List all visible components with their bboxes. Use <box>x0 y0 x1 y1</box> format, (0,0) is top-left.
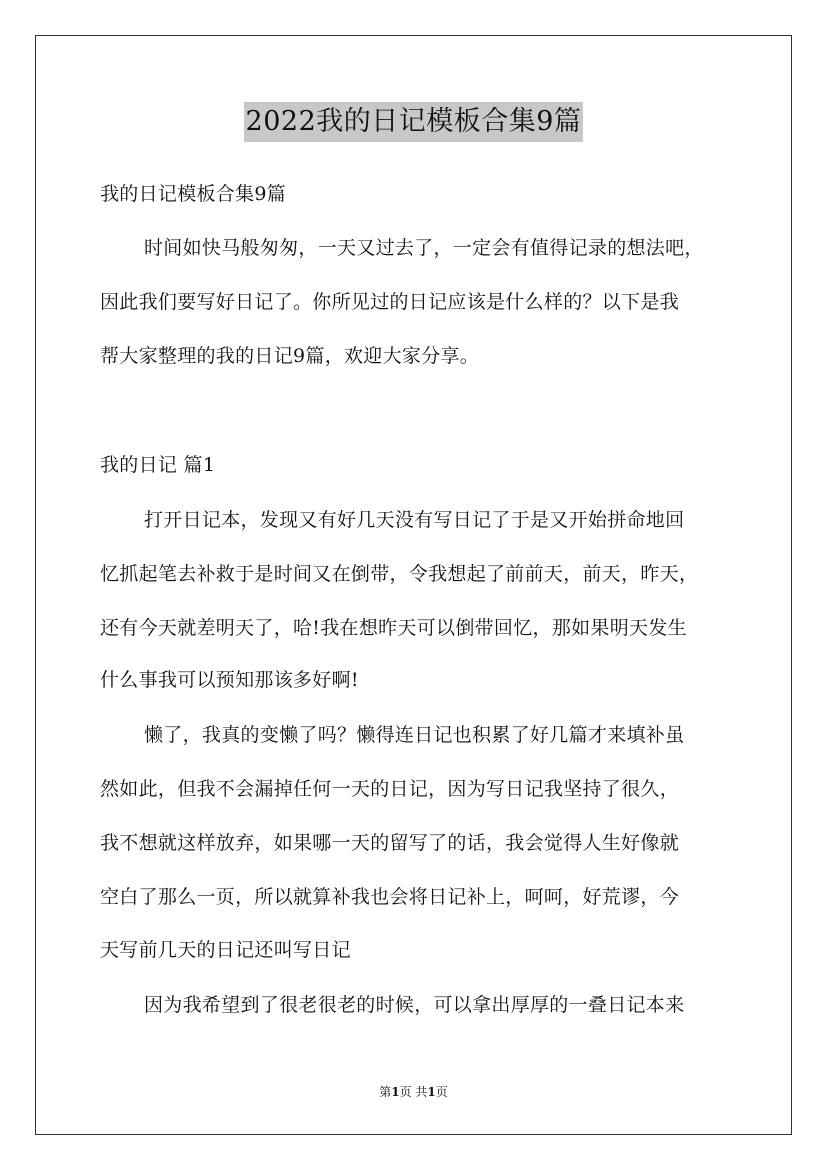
paragraph3-line-1: 因为我希望到了很老很老的时候，可以拿出厚厚的一叠日记本来 <box>144 994 685 1016</box>
paragraph2-line-3: 我不想就这样放弃，如果哪一天的留写了的话，我会觉得人生好像就 <box>100 832 680 854</box>
paragraph2-line-1: 懒了，我真的变懒了吗？懒得连日记也积累了好几篇才来填补虽 <box>144 724 685 746</box>
intro-line-2: 因此我们要写好日记了。你所见过的日记应该是什么样的？以下是我 <box>100 291 680 313</box>
page-footer <box>0 1083 827 1101</box>
paragraph1-line-2: 忆抓起笔去补救于是时间又在倒带，令我想起了前前天，前天，昨天， <box>100 563 699 585</box>
paragraph1-line-3: 还有今天就差明天了，哈!我在想昨天可以倒带回忆，那如果明天发生 <box>100 617 687 639</box>
footer-page-suffix: 页 <box>435 1085 448 1099</box>
document-title: 2022我的日记模板合集9篇 <box>244 102 584 142</box>
footer-page-total: 1 <box>427 1085 436 1099</box>
paragraph2-line-5: 天写前几天的日记还叫写日记 <box>100 939 351 961</box>
footer-page-prefix: 第 <box>379 1085 392 1099</box>
document-subtitle: 我的日记模板合集9篇 <box>100 183 287 205</box>
intro-line-1: 时间如快马般匆匆，一天又过去了，一定会有值得记录的想法吧， <box>144 237 704 259</box>
title-container <box>0 102 827 142</box>
intro-line-3: 帮大家整理的我的日记9篇，欢迎大家分享。 <box>100 345 480 367</box>
section-heading: 我的日记 篇1 <box>100 454 216 476</box>
paragraph2-line-4: 空白了那么一页，所以就算补我也会将日记补上，呵呵，好荒谬，今 <box>100 886 680 908</box>
footer-page-current: 1 <box>391 1085 400 1099</box>
paragraph2-line-2: 然如此，但我不会漏掉任何一天的日记，因为写日记我坚持了很久， <box>100 778 680 800</box>
paragraph1-line-1: 打开日记本，发现又有好几天没有写日记了于是又开始拼命地回 <box>144 509 685 531</box>
paragraph1-line-4: 什么事我可以预知那该多好啊! <box>100 669 359 691</box>
footer-page-mid: 页 共 <box>399 1085 428 1099</box>
